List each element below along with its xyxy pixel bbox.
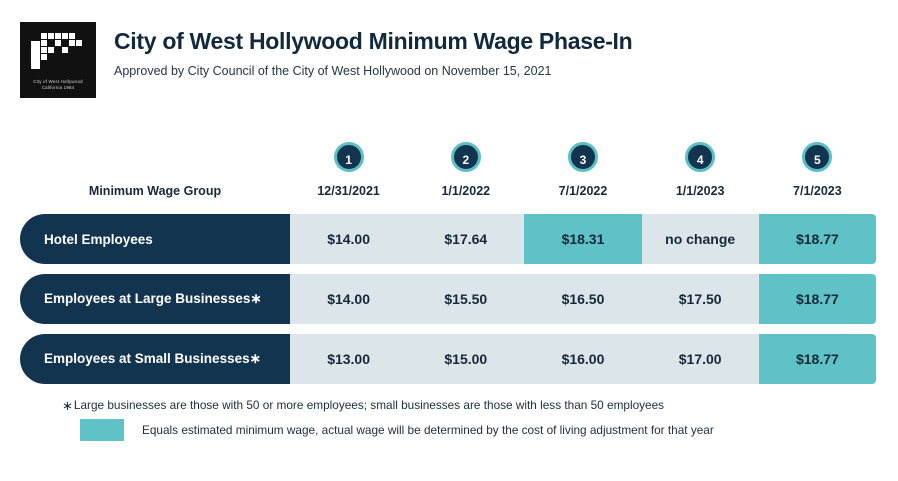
row-spacer [20, 264, 876, 274]
page-title: City of West Hollywood Minimum Wage Phase-In [114, 28, 633, 54]
table-row [20, 214, 876, 264]
column-header-date: 7/1/2022 [558, 184, 608, 198]
column-header-date: 12/31/2021 [317, 184, 380, 198]
phase-badge-3: 3 [568, 142, 598, 172]
wage-cell-estimated: $18.31 [524, 214, 641, 264]
footnotes [0, 398, 898, 441]
phase-badge-2: 2 [451, 142, 481, 172]
wage-table-wrapper [0, 130, 898, 384]
legend-line [62, 419, 878, 441]
wage-cell: $14.00 [290, 274, 407, 324]
column-header-row [20, 184, 876, 214]
footnote-text: Large businesses are those with 50 or more employees; small businesses are those with less than 50 employees [73, 398, 665, 412]
group-label-hotel-employees: Hotel Employees [20, 214, 290, 264]
wage-cell: $16.00 [524, 334, 641, 384]
phase-badge-cell [290, 130, 407, 184]
column-header-date: 1/1/2022 [441, 184, 491, 198]
legend-text: Equals estimated minimum wage, actual wage will be determined by the cost of living adjustment for that year [142, 423, 714, 437]
wage-cell: $15.00 [407, 334, 524, 384]
logo-mark-icon [31, 31, 85, 69]
phase-badge-cell [642, 130, 759, 184]
city-of-west-hollywood-logo [20, 22, 96, 98]
wage-cell: $17.64 [407, 214, 524, 264]
column-header-date: 7/1/2023 [793, 184, 842, 198]
badge-row [20, 130, 876, 184]
asterisk-icon: ∗ [62, 397, 73, 413]
phase-badge-4: 4 [685, 142, 715, 172]
wage-table [20, 130, 876, 384]
page-subtitle: Approved by City Council of the City of West Hollywood on November 15, 2021 [114, 64, 552, 78]
row-header-label: Minimum Wage Group [88, 184, 222, 198]
header-text [114, 22, 632, 78]
table-row [20, 274, 876, 324]
wage-cell: $14.00 [290, 214, 407, 264]
wage-cell: $17.50 [642, 274, 759, 324]
phase-badge-cell [524, 130, 641, 184]
wage-cell: $15.50 [407, 274, 524, 324]
phase-badge-5: 5 [802, 142, 832, 172]
column-header-date: 1/1/2023 [675, 184, 725, 198]
row-spacer [20, 324, 876, 334]
legend-color-swatch [80, 419, 124, 441]
group-label-small-businesses: Employees at Small Businesses∗ [20, 334, 290, 384]
phase-badge-cell [407, 130, 524, 184]
logo-caption: City of West Hollywood California 1984 [33, 79, 83, 90]
table-row [20, 334, 876, 384]
wage-cell: $17.00 [642, 334, 759, 384]
phase-badge-cell [759, 130, 876, 184]
wage-cell-no-change: no change [642, 214, 759, 264]
group-label-large-businesses: Employees at Large Businesses∗ [20, 274, 290, 324]
footnote-line [62, 398, 878, 412]
header [0, 0, 898, 98]
wage-cell-estimated: $18.77 [759, 274, 876, 324]
badge-row-spacer [20, 130, 290, 184]
phase-badge-1: 1 [334, 142, 364, 172]
wage-cell: $16.50 [524, 274, 641, 324]
wage-cell-estimated: $18.77 [759, 214, 876, 264]
wage-cell-estimated: $18.77 [759, 334, 876, 384]
wage-cell: $13.00 [290, 334, 407, 384]
